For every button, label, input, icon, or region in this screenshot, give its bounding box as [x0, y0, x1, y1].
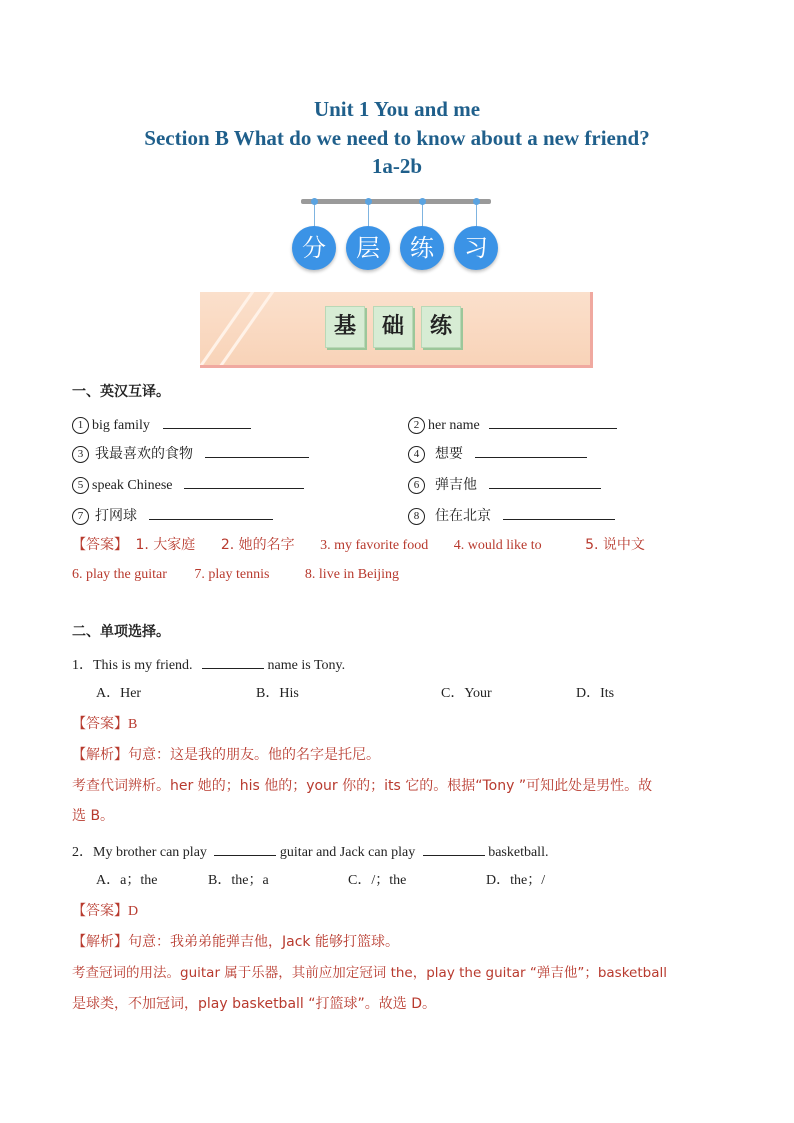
item-number: 2 — [408, 417, 425, 434]
answer-blank[interactable] — [503, 504, 615, 520]
answer-blank[interactable] — [184, 473, 304, 489]
translation-item — [408, 413, 617, 436]
item-number: 4 — [408, 446, 425, 463]
badge-pin-dot — [419, 198, 426, 205]
question-1-stem — [72, 653, 345, 676]
answer-item: 3. my favorite food — [320, 538, 429, 553]
banner-tile-chu: 础 — [373, 306, 413, 348]
question-2-explanation-line-1: 考查冠词的用法。guitar 属于乐器，其前应加定冠词 the，play the guitar “弹吉他”；basketball — [72, 965, 667, 981]
translation-item — [408, 442, 587, 465]
item-number: 5 — [72, 477, 89, 494]
item-number: 1 — [72, 417, 89, 434]
answer-blank[interactable] — [475, 442, 587, 458]
item-text: 我最喜欢的食物 — [95, 446, 193, 462]
question-blank[interactable] — [423, 840, 485, 856]
item-text: 想要 — [435, 446, 463, 462]
translation-item — [72, 504, 273, 527]
question-2-explanation-line-2: 是球类，不加冠词，play basketball “打篮球”。故选 D。 — [72, 996, 436, 1012]
question-1-option-d[interactable]: D．Its — [576, 686, 615, 701]
translation-item — [72, 413, 251, 436]
title-line-2: Section B What do we need to know about a new friend? — [144, 126, 650, 150]
badge-pin — [314, 201, 315, 228]
item-number: 3 — [72, 446, 89, 463]
question-1-explanation-line-1: 考查代词辨析。her 她的；his 他的；your 你的；its 它的。根据“Tony ”可知此处是男性。故 — [72, 778, 653, 794]
answer-value: B — [128, 717, 138, 732]
answer-item: 8. live in Beijing — [304, 567, 400, 582]
badge-pin-dot — [365, 198, 372, 205]
section-1-answers-line-1 — [72, 535, 645, 556]
question-number: 1． — [72, 658, 93, 673]
item-number: 6 — [408, 477, 425, 494]
item-number: 7 — [72, 508, 89, 525]
question-2-answer — [72, 901, 138, 922]
analysis-label: 【解析】 — [72, 747, 128, 763]
question-2-analysis — [72, 932, 399, 953]
badge-xi: 习 — [454, 226, 498, 270]
answer-item: 5. 说中文 — [585, 537, 645, 553]
badge-pin — [422, 201, 423, 228]
section-1-answers-line-2 — [72, 565, 399, 585]
badge-pin-dot — [473, 198, 480, 205]
translation-item — [72, 442, 309, 465]
translation-item — [408, 504, 615, 527]
question-1-analysis — [72, 745, 380, 766]
badge-lian: 练 — [400, 226, 444, 270]
question-text: basketball. — [488, 845, 549, 860]
translation-item — [408, 473, 601, 496]
question-blank[interactable] — [214, 840, 276, 856]
question-number: 2． — [72, 845, 93, 860]
question-1-option-c[interactable]: C．Your — [441, 686, 492, 701]
answer-blank[interactable] — [205, 442, 309, 458]
badge-pin-dot — [311, 198, 318, 205]
answer-label: 【答案】 — [72, 716, 128, 732]
item-text: speak Chinese — [92, 478, 173, 493]
badge-pin — [368, 201, 369, 228]
question-1-answer — [72, 714, 137, 735]
answer-blank[interactable] — [149, 504, 273, 520]
answer-item: 2. 她的名字 — [220, 537, 295, 553]
question-text: name is Tony. — [267, 658, 346, 673]
question-2-option-b[interactable]: B．the；a — [208, 873, 269, 888]
question-1-option-b[interactable]: B．His — [256, 686, 299, 701]
badge-fen: 分 — [292, 226, 336, 270]
question-2-stem — [72, 840, 548, 863]
answer-label: 【答案】 — [72, 537, 128, 553]
banner-tile-lian: 练 — [421, 306, 461, 348]
title-line-3: 1a-2b — [371, 154, 423, 178]
question-2-option-c[interactable]: C．/；the — [348, 873, 407, 888]
title-line-1: Unit 1 You and me — [313, 97, 481, 121]
answer-item: 6. play the guitar — [72, 567, 167, 582]
question-1-option-a[interactable]: A．Her — [96, 686, 142, 701]
item-text: big family — [92, 418, 150, 433]
badge-hanger-bar — [301, 199, 491, 204]
analysis-label: 【解析】 — [72, 934, 128, 950]
question-2-option-a[interactable]: A．a；the — [96, 873, 158, 888]
answer-item: 1. 大家庭 — [135, 537, 196, 553]
question-text: My brother can play — [93, 845, 207, 860]
answer-blank[interactable] — [489, 413, 617, 429]
question-text: This is my friend. — [93, 658, 193, 673]
answer-blank[interactable] — [489, 473, 601, 489]
item-text: 打网球 — [95, 508, 137, 524]
answer-label: 【答案】 — [72, 903, 128, 919]
item-text: 住在北京 — [435, 508, 491, 524]
answer-value: D — [128, 904, 139, 919]
banner-decoration — [219, 292, 285, 368]
banner-decoration — [200, 292, 264, 368]
question-1-explanation-line-2: 选 B。 — [72, 808, 115, 824]
question-2-option-d[interactable]: D．the；/ — [486, 873, 546, 888]
badge-pin — [476, 201, 477, 228]
item-number: 8 — [408, 508, 425, 525]
item-text: 弹吉他 — [435, 477, 477, 493]
banner-tile-ji: 基 — [325, 306, 365, 348]
answer-item: 4. would like to — [453, 538, 542, 553]
item-text: her name — [428, 418, 480, 433]
question-text: guitar and Jack can play — [279, 845, 416, 860]
section-2-heading: 二、单项选择。 — [72, 624, 170, 640]
answer-item: 7. play tennis — [194, 567, 270, 582]
badge-ceng: 层 — [346, 226, 390, 270]
translation-item — [72, 473, 304, 496]
question-blank[interactable] — [202, 653, 264, 669]
analysis-text: 句意：这是我的朋友。他的名字是托尼。 — [128, 747, 380, 763]
section-1-heading: 一、英汉互译。 — [72, 384, 170, 400]
analysis-text: 句意：我弟弟能弹吉他，Jack 能够打篮球。 — [128, 934, 399, 950]
answer-blank[interactable] — [163, 413, 251, 429]
